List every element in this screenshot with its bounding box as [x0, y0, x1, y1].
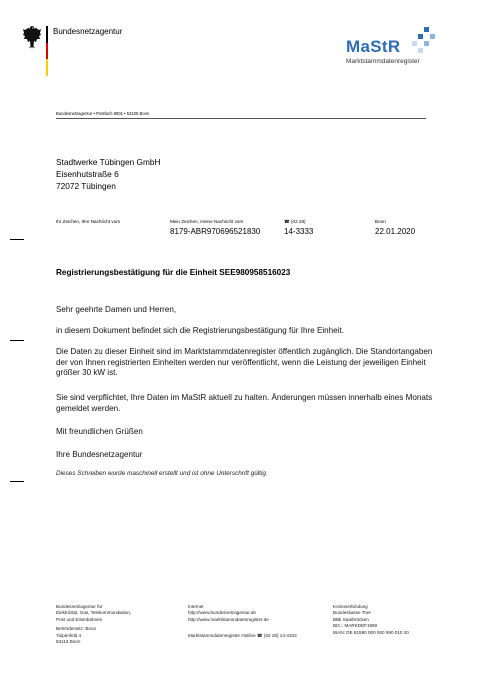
recipient-address [56, 156, 161, 192]
footer-line: Behördensitz: Bonn [56, 626, 97, 632]
logo-subtitle: Marktstammdatenregister [346, 58, 420, 65]
footer-line: 53113 Bonn [56, 639, 81, 645]
footer-authority [56, 604, 131, 645]
footer-line: Internet [188, 604, 204, 609]
letter-subject: Registrierungsbestätigung für die Einheit SEE980958516023 [56, 268, 291, 277]
fold-mark [10, 239, 24, 240]
recipient-name: Stadtwerke Tübingen GmbH [56, 157, 161, 167]
footer-link[interactable]: http://www.bundesnetzagentur.de [188, 610, 256, 616]
logo-square [424, 27, 429, 32]
sender-return-address: Bundesnetzagentur • Postfach 8001 • 53105 Bonn [56, 111, 150, 116]
date-value: 22.01.2020 [375, 227, 416, 236]
logo-square [424, 41, 429, 46]
footer-internet [188, 604, 297, 639]
footer-bank [333, 604, 409, 636]
footer-line: BIC.: MARKDEF1590 [333, 623, 378, 629]
footer-line: Elektrizität, Gas, Telekommunikation, [56, 610, 132, 616]
logo-square [412, 41, 417, 46]
paragraph-intro: in diesem Dokument befindet sich die Registrierungsbestätigung für Ihre Einheit. [56, 326, 344, 335]
signature: Ihre Bundesnetzagentur [56, 450, 143, 459]
closing: Mit freundlichen Grüßen [56, 427, 143, 436]
footer-link[interactable]: http://www.marktstammdatenregister.de [188, 616, 269, 622]
footer-line: Bundesnetzagentur für [56, 604, 103, 609]
machine-generated-note: Dieses Schreiben wurde maschinell erstellt und ist ohne Unterschrift gültig. [56, 470, 268, 477]
recipient-street: Eisenhutstraße 6 [56, 169, 119, 179]
paragraph-obligation: Sie sind verpflichtet, Ihre Daten im MaStR aktuell zu halten. Änderungen müssen innerhalb eines Monats gemeldet werden. [56, 393, 433, 413]
my-reference-value: 8179-ABR970696521830 [170, 227, 261, 236]
footer-line: BBk Saarbrücken [333, 616, 369, 622]
sender-divider [56, 118, 426, 119]
footer-line: IBAN: DE 81590 000 000 590 010 20 [333, 629, 409, 635]
fold-mark [10, 340, 24, 341]
german-flag-bar [46, 26, 48, 76]
footer-line: Post und Eisenbahnen [56, 616, 103, 622]
phone-value: 14-3333 [284, 227, 314, 236]
phone-label: ☎ (02 28) [284, 219, 306, 224]
fold-mark [10, 481, 24, 482]
footer-line: Kontoverbindung [333, 604, 368, 609]
recipient-city: 72072 Tübingen [56, 181, 116, 191]
logo-square [418, 48, 423, 53]
footer-line: Marktstammdatenregister Hotline ☎ (02 28) 14-3333 [188, 632, 297, 638]
salutation: Sehr geehrte Damen und Herren, [56, 305, 177, 314]
federal-eagle-icon [22, 24, 42, 50]
place-label: Bonn [375, 219, 386, 224]
logo-square [418, 34, 423, 39]
footer-line: Bundeskasse Trier [333, 610, 372, 616]
logo-text: MaStR [346, 37, 401, 56]
paragraph-publication: Die Daten zu dieser Einheit sind im Marktstammdatenregister öffentlich zugänglich. Die Standortangaben der von Ihnen registrierten Einheiten werden nur veröffentlicht, wenn die Leistung der jeweiligen Einheit größer 30 kW ist. [56, 347, 433, 377]
my-reference-label: Mein Zeichen, meine Nachricht vom [170, 219, 244, 224]
logo-square [430, 34, 435, 39]
issuer-name: Bundesnetzagentur [53, 27, 123, 36]
footer-line: Tulpenfeld 4 [56, 632, 82, 638]
mastr-logo [336, 26, 448, 70]
your-reference-label: Ihr Zeichen, Ihre Nachricht vom [56, 219, 121, 224]
